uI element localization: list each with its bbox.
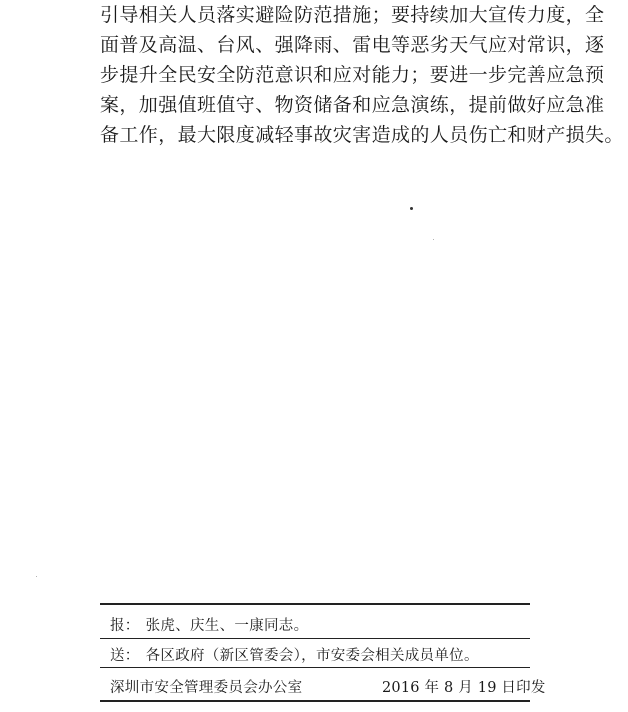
scan-speck <box>410 207 413 210</box>
issuing-office: 深圳市安全管理委员会办公室 <box>110 680 303 696</box>
scan-speck <box>433 239 434 240</box>
send-line <box>110 644 479 665</box>
report-recipients: 张虎、庆生、一康同志。 <box>145 618 309 634</box>
footer-bottom-rule <box>100 700 530 702</box>
report-line <box>110 614 308 635</box>
send-label: 送： <box>110 648 140 664</box>
report-label: 报： <box>110 618 140 634</box>
body-line-3: 步提升全民安全防范意识和应对能力；要进一步完善应急预 <box>100 64 605 86</box>
issue-date: 2016 年 8 月 19 日印发 <box>382 680 546 696</box>
footer-top-rule <box>100 603 530 605</box>
body-paragraph <box>100 0 624 150</box>
body-line-4: 案，加强值班值守、物资储备和应急演练，提前做好应急准 <box>100 94 605 116</box>
body-line-5: 备工作，最大限度减轻事故灾害造成的人员伤亡和财产损失。 <box>100 124 624 146</box>
send-recipients: 各区政府（新区管委会），市安委会相关成员单位。 <box>145 648 479 664</box>
body-line-2: 面普及高温、台风、强降雨、雷电等恶劣天气应对常识，逐 <box>100 34 605 56</box>
body-line-1: 引导相关人员落实避险防范措施；要持续加大宣传力度，全 <box>100 4 605 26</box>
footer-mid-rule-2 <box>100 667 530 668</box>
footer-mid-rule-1 <box>100 638 530 639</box>
scan-speck <box>36 576 37 577</box>
